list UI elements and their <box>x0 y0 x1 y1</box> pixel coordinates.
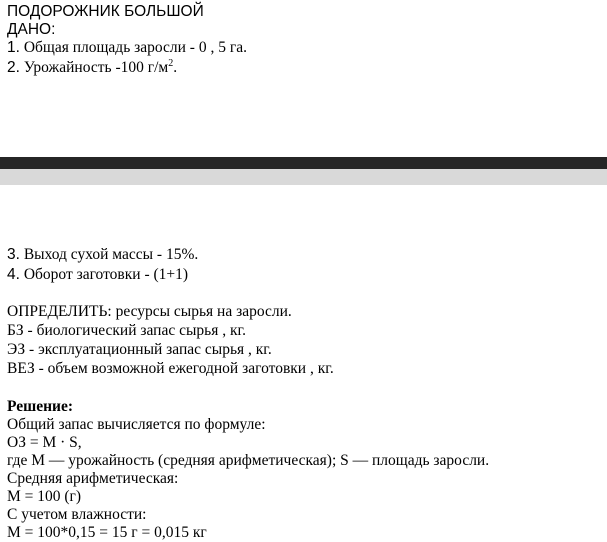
determine-line: БЗ - биологический запас сырья , кг. <box>7 322 246 339</box>
given-item-3 <box>7 246 198 264</box>
page-break-dark-band <box>0 157 607 169</box>
given-item-number: 2. <box>7 59 20 76</box>
solution-line: где М — урожайность (средняя арифметическая); S — площадь заросли. <box>7 452 490 469</box>
solution-line: М = 100*0,15 = 15 г = 0,015 кг <box>7 524 207 541</box>
solution-line: Общий запас вычисляется по формуле: <box>7 416 266 433</box>
determine-line: ЭЗ - эксплуатационный запас сырья , кг. <box>7 341 272 358</box>
solution-line: М = 100 (г) <box>7 488 82 505</box>
given-item-number: 4. <box>7 266 20 283</box>
given-item-text: Выход сухой массы - 15%. <box>23 246 199 263</box>
page-break-grey-band <box>0 169 607 185</box>
given-item-number: 1. <box>7 39 20 56</box>
given-item-text: Урожайность -100 $г/м^2$. <box>23 57 178 76</box>
solution-line: ОЗ = М · S, <box>7 434 82 451</box>
determine-line: ВЕЗ - объем возможной ежегодной заготовки , кг. <box>7 360 334 377</box>
solution-line: С учетом влажности: <box>7 506 147 523</box>
given-item-text: Общая площадь заросли - 0 , 5 га. <box>23 39 247 56</box>
given-item-4 <box>7 266 188 284</box>
given-item-text: Оборот заготовки - (1+1) <box>23 266 189 283</box>
document-title: ПОДОРОЖНИК БОЛЬШОЙ <box>7 3 204 20</box>
solution-heading: Решение: <box>7 398 74 415</box>
given-item-number: 3. <box>7 246 20 263</box>
given-item-2 <box>7 59 177 77</box>
given-item-1 <box>7 39 247 57</box>
given-heading: ДАНО: <box>7 21 56 38</box>
solution-line: Средняя арифметическая: <box>7 470 179 487</box>
determine-line: ОПРЕДЕЛИТЬ: ресурсы сырья на заросли. <box>7 303 292 320</box>
